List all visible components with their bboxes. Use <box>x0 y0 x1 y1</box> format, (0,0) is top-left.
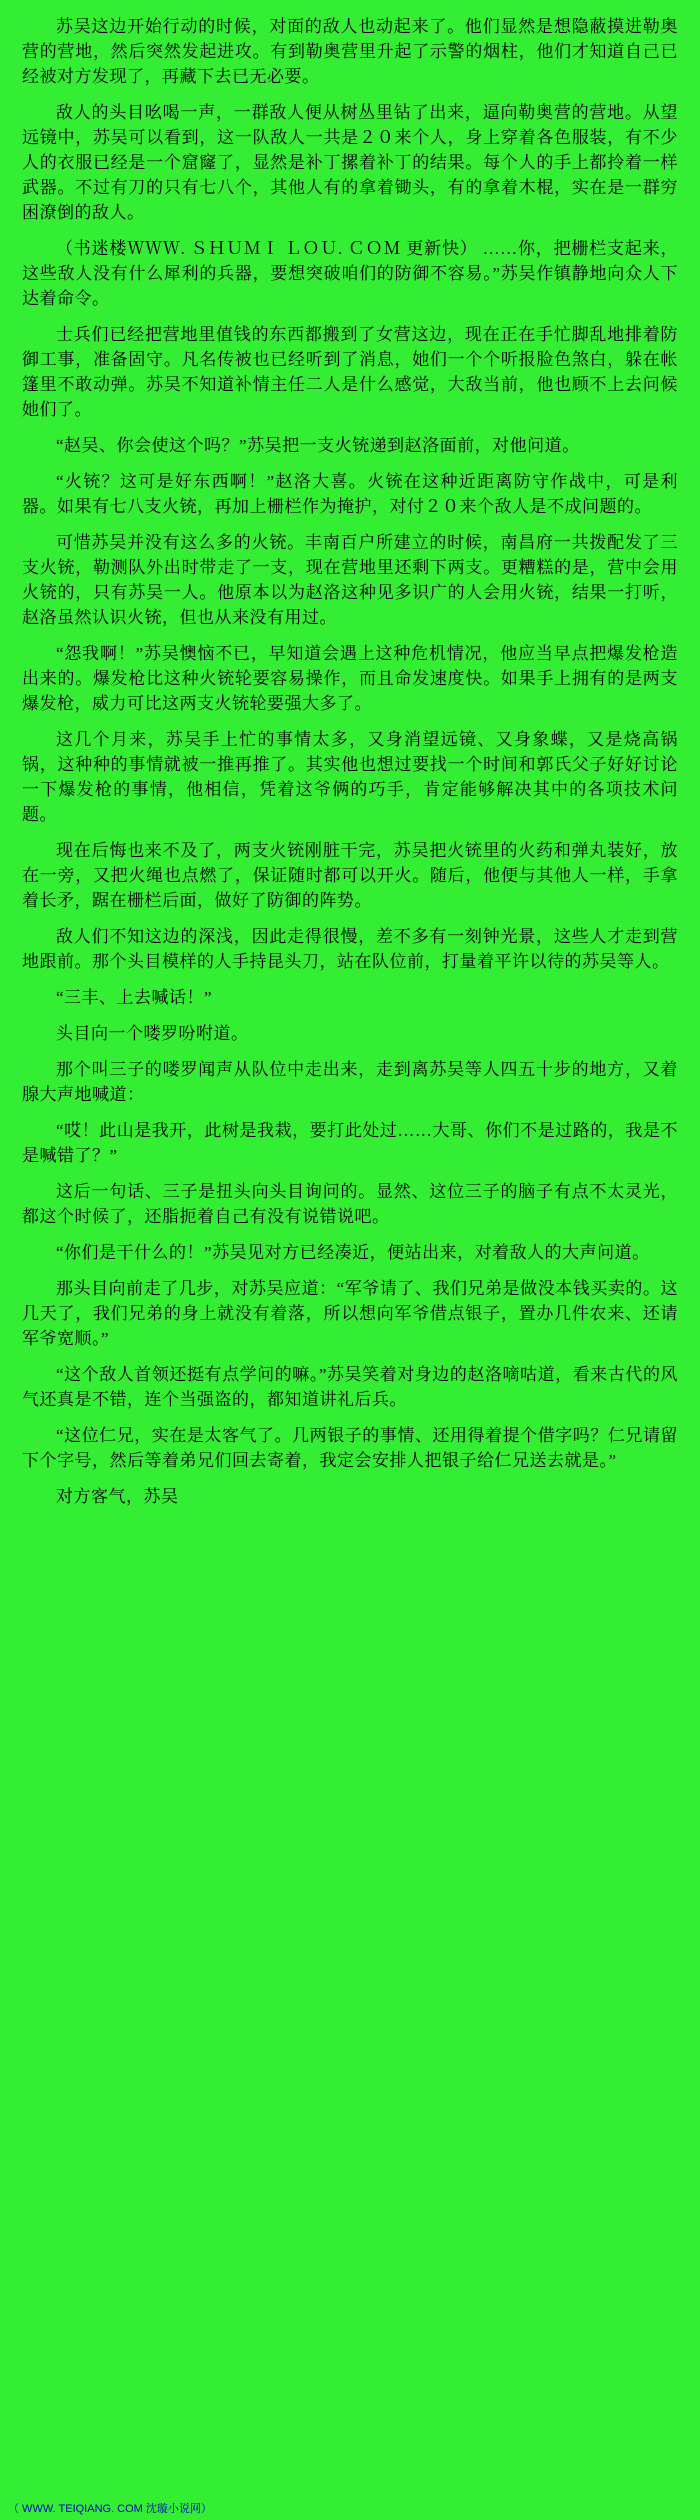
paragraph: “你们是干什么的！”苏吴见对方已经凑近，便站出来，对着敌人的大声问道。 <box>56 1243 650 1262</box>
paragraph: 敌人的头目吆喝一声，一群敌人便从树丛里钻了出来，逼向勒奥营的营地。从望远镜中，苏吴可以看到，这一队敌人一共是２０来个人，身上穿着各色服装，有不少人的衣服已经是一个窟窿了，显然是补丁摞着补丁的结果。每个人的手上都拎着一样武器。不过有刀的只有七八个，其他人有的拿着锄头，有的拿着木棍，实在是一群穷困潦倒的敌人。 <box>22 103 678 222</box>
paragraph: “三丰、上去喊话！” <box>56 988 213 1007</box>
paragraph: 那个叫三子的喽罗闻声从队位中走出来，走到离苏吴等人四五十步的地方，又着腺大声地喊道： <box>22 1060 678 1104</box>
paragraph: 现在后悔也来不及了，两支火铳刚脏干完，苏吴把火铳里的火药和弹丸装好，放在一旁，又把火绳也点燃了，保证随时都可以开火。随后，他便与其他人一样，手拿着长矛，踞在栅栏后面，做好了防御的阵势。 <box>22 841 678 910</box>
paragraph: （书迷楼ＷＷＷ. ＳＨＵＭＩ ＬＯＵ. ＣＯＭ 更新快） ……你，把栅栏支起来，这些敌人没有什么犀利的兵器，要想突破咱们的防御不容易。”苏吴作镇静地向众人下达着命令。 <box>22 239 678 308</box>
novel-body <box>22 14 678 1509</box>
paragraph: 头目向一个喽罗吩咐道。 <box>56 1024 249 1043</box>
paragraph: 可惜苏吴并没有这么多的火铳。丰南百户所建立的时候，南昌府一共拨配发了三支火铳，勒测队外出时带走了一支，现在营地里还剩下两支。更糟糕的是，营中会用火铳的，只有苏吴一人。他原本以为赵洛这种见多识广的人会用火铳，结果一打听，赵洛虽然认识火铳，但也从来没有用过。 <box>22 533 678 627</box>
paragraph: 这几个月来，苏吴手上忙的事情太多，又身消望远镜、又身象蝶，又是烧高锅锅，这种种的事情就被一推再推了。其实他也想过要找一个时间和郭氏父子好好讨论一下爆发枪的事情，他相信，凭着这爷俩的巧手，肯定能够解决其中的各项技术问题。 <box>22 730 678 824</box>
paragraph: “这个敌人首领还挺有点学问的嘛。”苏吴笑着对身边的赵洛嘀咕道，看来古代的风气还真是不错，连个当强盗的，都知道讲礼后兵。 <box>22 1365 678 1409</box>
paragraph: 苏吴这边开始行动的时候，对面的敌人也动起来了。他们显然是想隐蔽摸进勒奥营的营地，然后突然发起进攻。有到勒奥营里升起了示警的烟柱，他们才知道自己已经被对方发现了，再藏下去已无必要。 <box>22 17 678 86</box>
paragraph: 士兵们已经把营地里值钱的东西都搬到了女营这边，现在正在手忙脚乱地排着防御工事，准备固守。凡名传被也已经听到了消息，她们一个个听报脸色煞白，躲在帐篷里不敢动弹。苏吴不知道补情主任二人是什么感觉，大敌当前，他也顾不上去问候她们了。 <box>22 325 678 419</box>
paragraph: 敌人们不知这边的深浅，因此走得很慢，差不多有一刻钟光景，这些人才走到营地跟前。那个头目模样的人手持昆头刀，站在队位前，打量着平许以待的苏吴等人。 <box>22 927 678 971</box>
paragraph: “这位仁兄，实在是太客气了。几两银子的事情、还用得着提个借字吗？仁兄请留下个字号，然后等着弟兄们回去寄着，我定会安排人把银子给仁兄送去就是。” <box>22 1426 678 1470</box>
paragraph: 那头目向前走了几步，对苏吴应道：“军爷请了、我们兄弟是做没本钱买卖的。这几天了，我们兄弟的身上就没有着落，所以想向军爷借点银子，置办几件农来、还请军爷宽顺。” <box>22 1279 678 1348</box>
paragraph: “哎！此山是我开，此树是我栽，要打此处过……大哥、你们不是过路的，我是不是喊错了？” <box>22 1121 678 1165</box>
paragraph: “火铳？这可是好东西啊！”赵洛大喜。火铳在这种近距离防守作战中，可是利器。如果有七八支火铳，再加上栅栏作为掩护，对付２０来个敌人是不成问题的。 <box>22 472 678 516</box>
paragraph: 这后一句话、三子是扭头向头目询问的。显然、这位三子的脑子有点不太灵光，都这个时候了，还脂扼着自己有没有说错说吧。 <box>22 1182 678 1226</box>
paragraph: “赵吴、你会使这个吗？”苏吴把一支火铳递到赵洛面前，对他问道。 <box>56 436 580 455</box>
paragraph: 对方客气，苏吴 <box>56 1487 179 1506</box>
bottom-spacer <box>22 1520 678 1546</box>
site-footer: （ WWW. TEIQIANG. COM 沈璇小说网） <box>8 2503 212 2515</box>
paragraph: “怨我啊！”苏吴懊恼不已，早知道会遇上这种危机情况，他应当早点把爆发枪造出来的。爆发枪比这种火铳轮要容易操作，而且命发速度快。如果手上拥有的是两支爆发枪，威力可比这两支火铳轮要强大多了。 <box>22 644 678 713</box>
